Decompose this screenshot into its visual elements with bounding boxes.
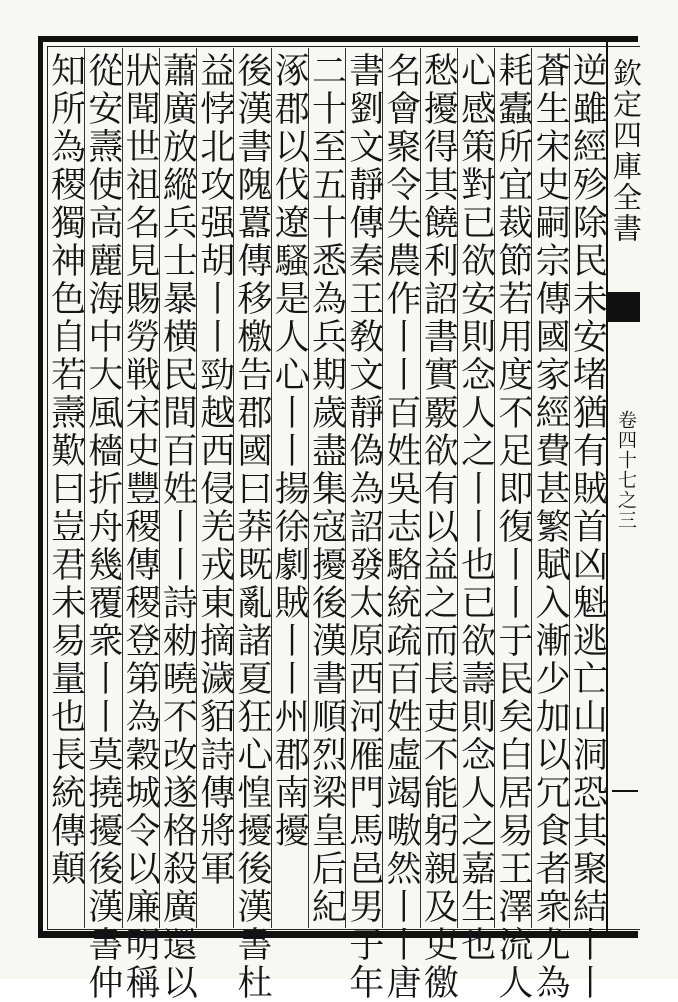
column-rule [420,48,421,928]
text-column: 蕭廣放縱兵士暴横民間百姓丨丨詩勑曉不改遂格殺廣還以 [157,52,198,1002]
text-column: 逆雖經殄除民未安堵猶有賊首凶魁逃亡山洞恐其聚結丨丨 [567,52,608,1002]
text-column: 涿郡以伐遼騷是人心丨丨揚徐劇賊丨丨州郡南擾 [269,52,310,850]
column-rule [345,48,346,928]
text-column: 名會聚令失農作丨丨百姓吳志駱統疏百姓虛竭嗷然丨丨唐 [381,52,422,1002]
column-rule [308,48,309,928]
text-column: 二十至五十悉為兵期歲盡集寇擾後漢書順烈梁皇后紀 [306,52,347,926]
fold-divider [612,790,638,792]
text-column: 心感策對已欲安則念人之丨丨也已欲壽則念人之嘉生也 [455,52,496,964]
text-column: 知所為稷獨神色自若燾歎曰豈君未易量也長統傳顛 [45,52,86,888]
column-rule [122,48,123,928]
column-rule [196,48,197,928]
fold-title: 欽定四庫全書 [609,58,643,244]
text-column: 從安燾使高麗海中大風檣折舟幾覆衆丨丨莫撓擾後漢書仲 [82,52,123,1002]
column-rule [531,48,532,928]
text-column: 蒼生宋史嗣宗傳國家經費甚繁賦入漸少加以冗食者衆尤為 [530,52,571,1002]
fold-volume-label: 卷四十七之三 [615,410,637,530]
text-column: 耗蠹所宜裁節若用度不足即復丨丨于民矣白居易王澤流人 [492,52,533,1002]
column-rule [494,48,495,928]
column-rule [159,48,160,928]
fold-fish-tail [606,292,640,322]
column-rule [569,48,570,928]
text-column: 益悖北攻强胡丨丨勁越西侵羌戎東摘濊貊詩傳將軍 [194,52,235,888]
text-column: 書劉文靜傳秦王敎文靜偽為詔發太原西河雁門馬邑男子年 [343,52,384,1002]
text-column: 狀聞世祖名見賜勞戦宋史豐稷傳稷登第為穀城令以廉明稱 [120,52,161,1002]
column-rule [457,48,458,928]
column-rule [382,48,383,928]
column-rule [84,48,85,928]
text-column: 後漢書隗囂傳移檄告郡國曰莽既亂諸夏狂心惶擾後漢書杜 [231,52,272,1002]
column-rule [271,48,272,928]
column-rule [233,48,234,928]
text-column: 愁擾得其饒利詔書實覈欲有以益之而長吏不能躬親及吏徼 [418,52,459,1002]
